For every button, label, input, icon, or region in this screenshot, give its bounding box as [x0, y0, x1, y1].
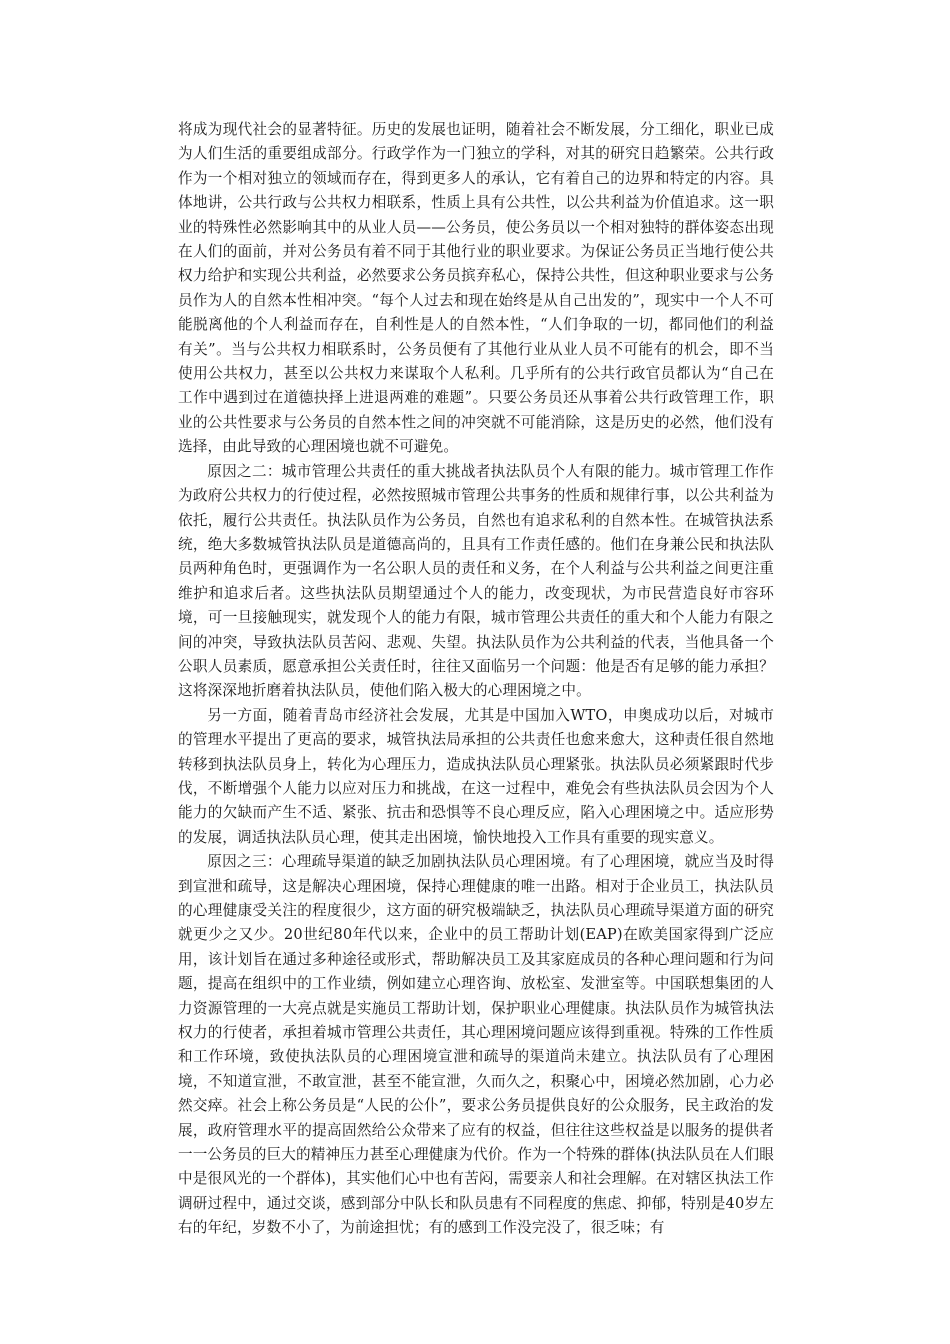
paragraph-on-the-other-hand: 另一方面，随着青岛市经济社会发展，尤其是中国加入WTO，申奥成功以后，对城市的管理水平提出了更高的要求，城管执法局承担的公共责任也愈来愈大，这种责任很自然地转移到执法队员身上，转化为心理压力，造成执法队员心理紧张。执法队员必须紧跟时代步伐，不断增强个人能力以应对压力和挑战，在这一过程中，难免会有些执法队员会因为个人能力的欠缺而产生不适、紧张、抗击和恐惧等不良心理反应，陷入心理困境之中。适应形势的发展，调适执法队员心理，使其走出困境，愉快地投入工作具有重要的现实意义。 [178, 706, 774, 846]
document-body [178, 118, 774, 1241]
paragraph-reason-two: 原因之二：城市管理公共责任的重大挑战者执法队员个人有限的能力。城市管理工作作为政府公共权力的行使过程，必然按照城市管理公共事务的性质和规律行事，以公共利益为依托，履行公共责任。执法队员作为公务员，自然也有追求私利的自然本性。在城管执法系统，绝大多数城管执法队员是道德高尚的，且具有工作责任感的。他们在身兼公民和执法队员两种角色时，更强调作为一名公职人员的责任和义务，在个人利益与公共利益之间更注重维护和追求后者。这些执法队员期望通过个人的能力，改变现状，为市民营造良好市容环境，可一旦接触现实，就发现个人的能力有限，城市管理公共责任的重大和个人能力有限之间的冲突，导致执法队员苦闷、悲观、失望。执法队员作为公共利益的代表，当他具备一个公职人员素质，愿意承担公关责任时，往往又面临另一个问题：他是否有足够的能力承担？这将深深地折磨着执法队员，使他们陷入极大的心理困境之中。 [178, 462, 774, 700]
paragraph-continued: 将成为现代社会的显著特征。历史的发展也证明，随着社会不断发展，分工细化，职业已成为人们生活的重要组成部分。行政学作为一门独立的学科，对其的研究日趋繁荣。公共行政作为一个相对独立的领域而存在，得到更多人的承认，它有着自己的边界和特定的内容。具体地讲，公共行政与公共权力相联系，性质上具有公共性，以公共利益为价值追求。这一职业的特殊性必然影响其中的从业人员——公务员，使公务员以一个相对独特的群体姿态出现在人们的面前，并对公务员有着不同于其他行业的职业要求。为保证公务员正当地行使公共权力给护和实现公共利益，必然要求公务员摈弃私心，保持公共性，但这种职业要求与公务员作为人的自然本性相冲突。“每个人过去和现在始终是从自己出发的”，现实中一个人不可能脱离他的个人利益而存在，自利性是人的自然本性，“人们争取的一切，都同他们的利益有关”。当与公共权力相联系时，公务员便有了其他行业从业人员不可能有的机会，即不当使用公共权力，甚至以公共权力来谋取个人私利。几乎所有的公共行政官员都认为“自己在工作中遇到过在道德抉择上进退两难的难题”。只要公务员还从事着公共行政管理工作，职业的公共性要求与公务员的自然本性之间的冲突就不可能消除，这是历史的必然，他们没有选择，由此导致的心理困境也就不可避免。 [178, 121, 774, 456]
paragraph-reason-three: 原因之三：心理疏导渠道的缺乏加剧执法队员心理困境。有了心理困境，就应当及时得到宣泄和疏导，这是解决心理困境，保持心理健康的唯一出路。相对于企业员工，执法队员的心理健康受关注的程度很少，这方面的研究极端缺乏，执法队员心理疏导渠道方面的研究就更少之又少。20世纪80年代以来，企业中的员工帮助计划(EAP)在欧美国家得到广泛应用，该计划旨在通过多种途径或形式，帮助解决员工及其家庭成员的各种心理问题和行为问题，提高在组织中的工作业绩，例如建立心理咨询、放松室、发泄室等。中国联想集团的人力资源管理的一大亮点就是实施员工帮助计划，保护职业心理健康。执法队员作为城管执法权力的行使者，承担着城市管理公共责任，其心理困境问题应该得到重视。特殊的工作性质和工作环境，致使执法队员的心理困境宣泄和疏导的渠道尚未建立。执法队员有了心理困境，不知道宣泄，不敢宣泄，甚至不能宣泄，久而久之，积聚心中，困境必然加剧，心力必然交瘁。社会上称公务员是“人民的公仆”，要求公务员提供良好的公众服务，民主政治的发展，政府管理水平的提高固然给公众带来了应有的权益，但往往这些权益是以服务的提供者一一公务员的巨大的精神压力甚至心理健康为代价。作为一个特殊的群体(执法队员在人们眼中是很风光的一个群体)，其实他们心中也有苦闷，需要亲人和社会理解。在对辖区执法工作调研过程中，通过交谈，感到部分中队长和队员患有不同程度的焦虑、抑郁，特别是40岁左右的年纪，岁数不小了，为前途担忧；有的感到工作没完没了，很乏味；有 [178, 853, 774, 1237]
